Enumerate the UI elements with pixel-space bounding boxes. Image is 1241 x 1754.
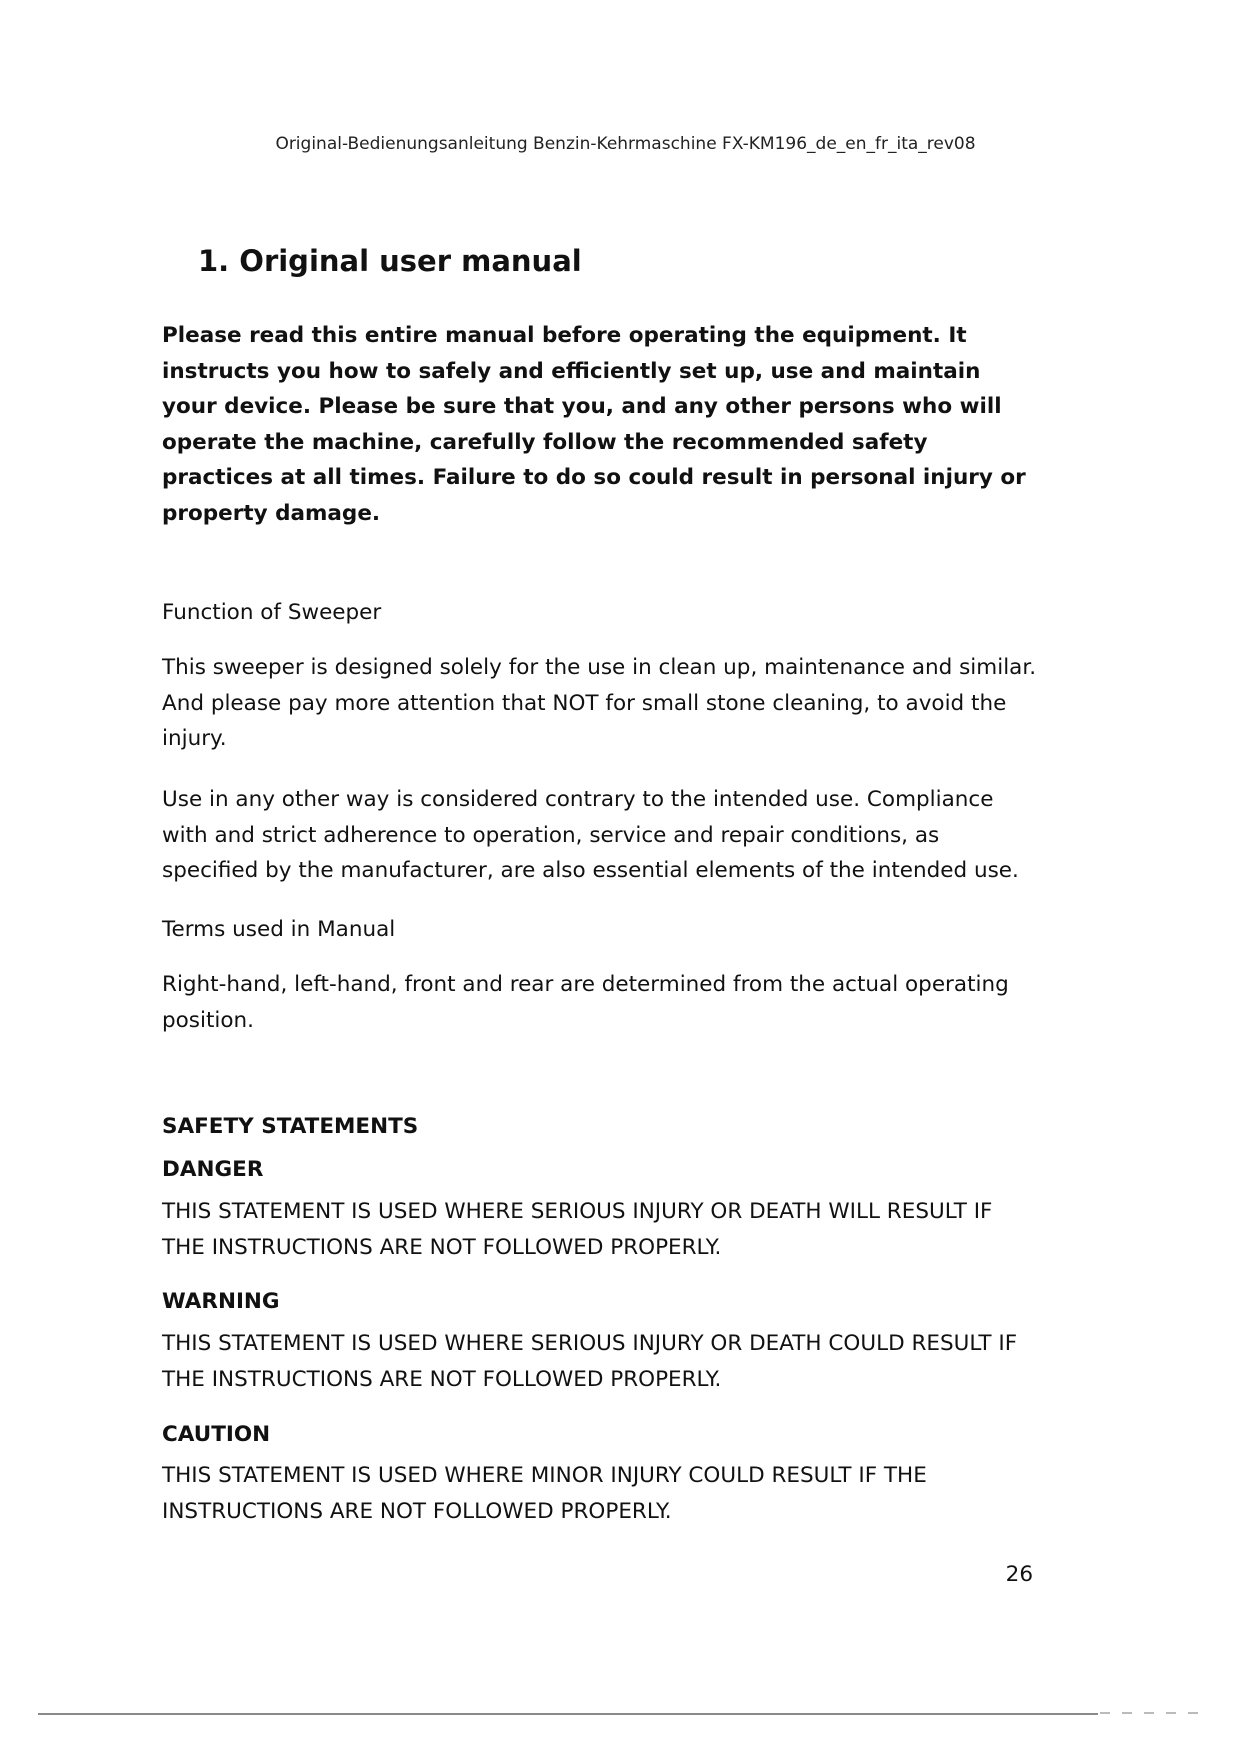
safety-heading: SAFETY STATEMENTS: [162, 1114, 419, 1139]
function-heading: Function of Sweeper: [162, 600, 382, 625]
danger-text: THIS STATEMENT IS USED WHERE SERIOUS INJURY OR DEATH WILL RESULT IF THE INSTRUCTIONS ARE NOT FOLLOWED PROPERLY.: [162, 1199, 993, 1260]
page-number: 26: [1005, 1562, 1033, 1587]
function-paragraph-2: Use in any other way is considered contrary to the intended use. Compliance with and strict adherence to operation, service and repair conditions, as specified by the manufacturer, are also essential elements of the intended use.: [162, 787, 1019, 883]
footer-dashes: [1100, 1712, 1210, 1714]
danger-label: DANGER: [162, 1157, 264, 1182]
warning-text: THIS STATEMENT IS USED WHERE SERIOUS INJURY OR DEATH COULD RESULT IF THE INSTRUCTIONS ARE NOT FOLLOWED PROPERLY.: [162, 1331, 1018, 1392]
caution-label: CAUTION: [162, 1422, 271, 1447]
footer-divider: [38, 1713, 1098, 1715]
terms-heading: Terms used in Manual: [162, 917, 396, 942]
intro-paragraph: Please read this entire manual before operating the equipment. It instructs you how to safely and efficiently set up, use and maintain your device. Please be sure that you, and any other persons who will operate the machine, carefully follow the recommended safety practices at all times. Failure to do so could result in personal injury or property damage.: [162, 323, 1026, 526]
function-paragraph-1: This sweeper is designed solely for the use in clean up, maintenance and similar. And please pay more attention that NOT for small stone cleaning, to avoid the injury.: [162, 655, 1037, 751]
caution-text: THIS STATEMENT IS USED WHERE MINOR INJURY COULD RESULT IF THE INSTRUCTIONS ARE NOT FOLLOWED PROPERLY.: [162, 1463, 927, 1524]
warning-label: WARNING: [162, 1289, 280, 1314]
terms-paragraph: Right-hand, left-hand, front and rear are determined from the actual operating position.: [162, 972, 1009, 1033]
section-title: 1. Original user manual: [198, 244, 582, 278]
document-header: Original-Bedienungsanleitung Benzin-Kehrmaschine FX-KM196_de_en_fr_ita_rev08: [275, 134, 976, 154]
